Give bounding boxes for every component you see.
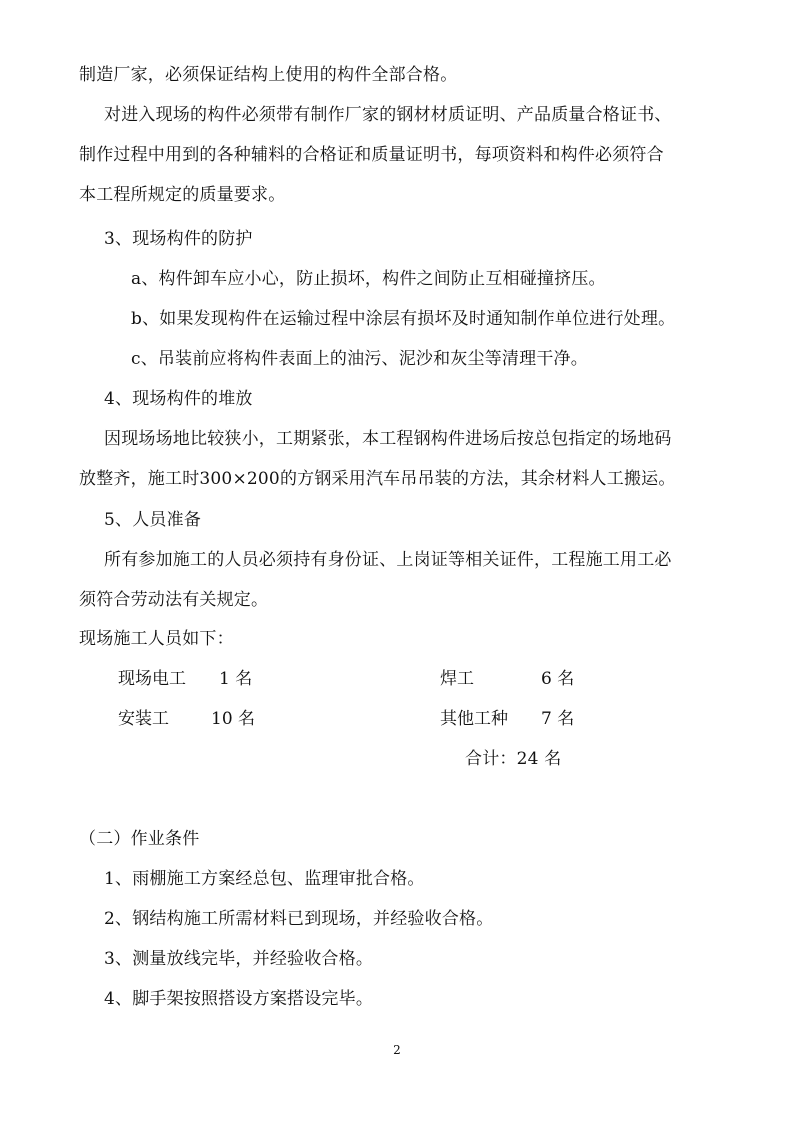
list-item: 1、雨棚施工方案经总包、监理审批合格。 (104, 869, 425, 889)
paragraph-line: 放整齐，施工时300×200的方钢采用汽车吊吊装的方法，其余材料人工搬运。 (79, 469, 676, 489)
list-item: b、如果发现构件在运输过程中涂层有损坏及时通知制作单位进行处理。 (131, 309, 676, 329)
staff-role: 现场电工 (118, 669, 186, 689)
staff-role: 安装工 (118, 709, 169, 729)
staff-count: 7 名 (541, 709, 575, 729)
staff-row (0, 667, 794, 691)
paragraph-line: 对进入现场的构件必须带有制作厂家的钢材材质证明、产品质量合格证书、 (104, 105, 672, 125)
section-heading: （二）作业条件 (79, 829, 200, 849)
list-item: 3、测量放线完毕，并经验收合格。 (104, 949, 374, 969)
list-item: 4、脚手架按照搭设方案搭设完毕。 (104, 989, 374, 1009)
list-item: c、吊装前应将构件表面上的油污、泥沙和灰尘等清理干净。 (131, 349, 588, 369)
section-heading: 5、人员准备 (104, 510, 202, 530)
paragraph-line: 制作过程中用到的各种辅料的合格证和质量证明书，每项资料和构件必须符合 (79, 145, 664, 165)
page-number: 2 (393, 1043, 401, 1057)
paragraph-line: 因现场场地比较狭小，工期紧张，本工程钢构件进场后按总包指定的场地码 (104, 429, 672, 449)
paragraph-line: 须符合劳动法有关规定。 (79, 590, 269, 610)
staff-total: 合计：24 名 (465, 749, 562, 769)
section-heading: 4、现场构件的堆放 (104, 389, 253, 409)
staff-count: 10 名 (211, 709, 256, 729)
staff-count: 6 名 (541, 669, 575, 689)
paragraph-line: 本工程所规定的质量要求。 (79, 185, 286, 205)
list-item: 2、钢结构施工所需材料已到现场，并经验收合格。 (104, 909, 494, 929)
staff-role: 焊工 (440, 669, 474, 689)
paragraph-line: 现场施工人员如下： (79, 629, 234, 649)
paragraph-line: 所有参加施工的人员必须持有身份证、上岗证等相关证件，工程施工用工必 (104, 550, 672, 570)
staff-row (0, 707, 794, 731)
staff-count: 1 名 (219, 669, 253, 689)
paragraph-line: 制造厂家，必须保证结构上使用的构件全部合格。 (79, 65, 458, 85)
list-item: a、构件卸车应小心，防止损坏，构件之间防止互相碰撞挤压。 (131, 269, 606, 289)
staff-role: 其他工种 (440, 709, 508, 729)
section-heading: 3、现场构件的防护 (104, 229, 253, 249)
